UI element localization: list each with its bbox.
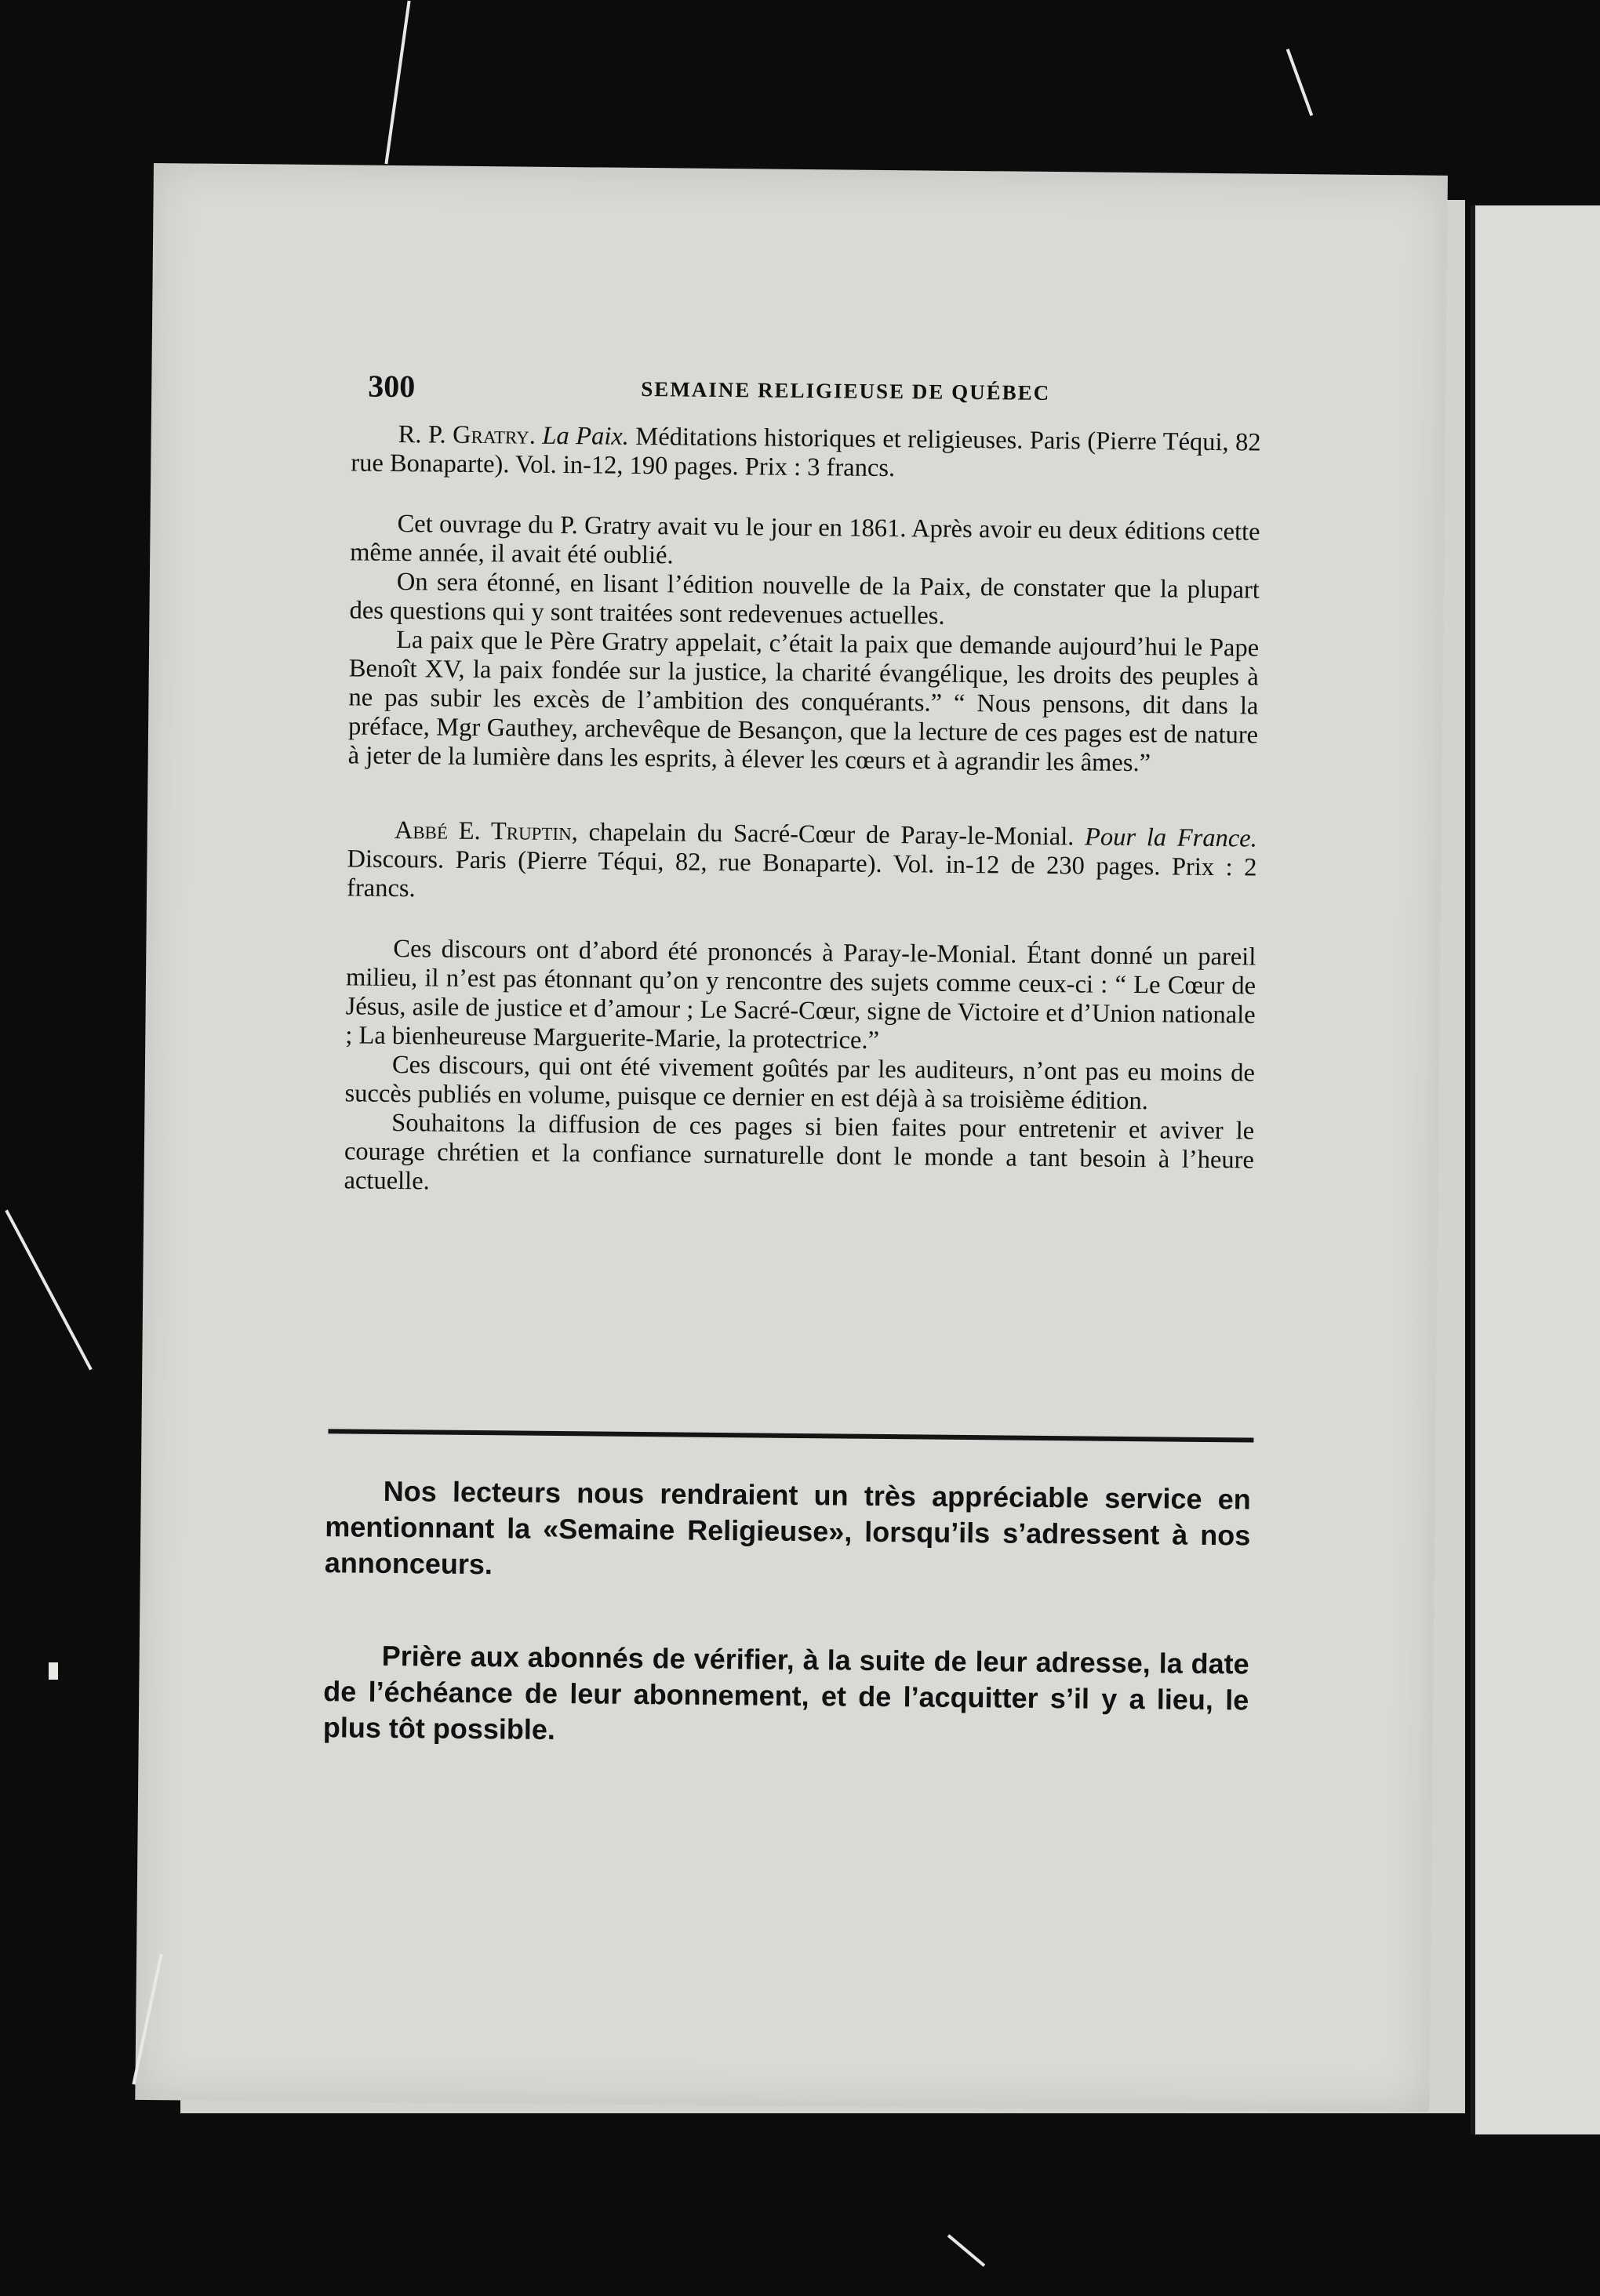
review-2-citation [347,816,1257,911]
review-2-author-desc: chapelain du Sacré-Cœur de Paray-le-Monial. [588,818,1075,852]
review-2-details: Discours. Paris (Pierre Téqui, 82, rue Bonaparte). Vol. in-12 de 230 pages. Prix : 2 francs. [346,845,1257,903]
review-1-title: La Paix. [542,421,630,451]
running-head: SEMAINE RELIGIEUSE DE QUÉBEC [641,376,1051,405]
page-number: 300 [368,368,416,405]
notice-readers: Nos lecteurs nous rendraient un très appréciable service en mentionnant la «Semaine Religieuse», lorsqu’ils s’adressent à nos annonceurs. [324,1474,1251,1581]
review-2-paragraph: Ces discours ont d’abord été prononcés à Paray-le-Monial. Étant donné un pareil milieu, il n’est pas étonnant qu’on y rencontre des sujets comme ceux-ci : “ Le Cœur de Jésus, asile de justice et d’amour ; Le Sacré-Cœur, signe de Victoire et d’Union nationale ; La bienheureuse Marguerite-Marie, la protectrice.” [345,934,1256,1055]
notice-subscribers: Prière aux abonnés de vérifier, à la suite de leur adresse, la date de l’échéance de leur abonnement, et de l’acquitter s’il y a lieu, le plus tôt possible. [322,1639,1249,1746]
adjacent-page-edge [1471,205,1600,2134]
review-1-paragraph: Cet ouvrage du P. Gratry avait vu le jour en 1861. Après avoir eu deux éditions cette même année, il avait été oublié. [350,510,1260,570]
section-divider [328,1429,1253,1442]
review-1-details: Méditations historiques et religieuses. Paris (Pierre Téqui, 82 rue Bonaparte). Vol. in-12, 190 pages. Prix : 3 francs. [351,422,1261,483]
scan-scratch [947,2234,986,2267]
review-2-author: Abbé E. Truptin, [394,816,579,847]
scan-scratch [5,1210,93,1371]
review-1-author: R. P. Gratry. [398,420,536,450]
scan-speck [49,1662,58,1680]
review-1-citation [351,420,1261,486]
page-body [344,420,1260,1204]
review-1-paragraph: La paix que le Père Gratry appelait, c’était la paix que demande aujourd’hui le Pape Benoît XV, la paix fondée sur la justice, la charité évangélique, les droits des peuples à ne pas subir les excès de l’ambition des conquérants.” “ Nous pensons, dit dans la préface, Mgr Gauthey, archevêque de Besançon, que la lecture de ces pages est de nature à jeter de la lumière dans les esprits, à élever les cœurs et à agrandir les âmes.” [347,625,1260,778]
review-2-paragraph: Ces discours, qui ont été vivement goûtés par les auditeurs, n’ont pas eu moins de succès publiés en volume, puisque ce dernier en est déjà à sa troisième édition. [344,1050,1256,1116]
document-page [135,163,1448,2113]
scan-scratch [384,1,410,165]
review-1-paragraph: On sera étonné, en lisant l’édition nouvelle de la Paix, de constater que la plupart des questions qui y sont traitées sont redevenues actuelles. [349,568,1260,630]
scan-scratch [1286,49,1314,116]
review-2-paragraph: Souhaitons la diffusion de ces pages si bien faites pour entretenir et aviver le courage chrétien et la confiance surnaturelle dont le monde a tant besoin à l’heure actuelle. [344,1108,1255,1196]
review-2-title: Pour la France. [1084,823,1257,853]
